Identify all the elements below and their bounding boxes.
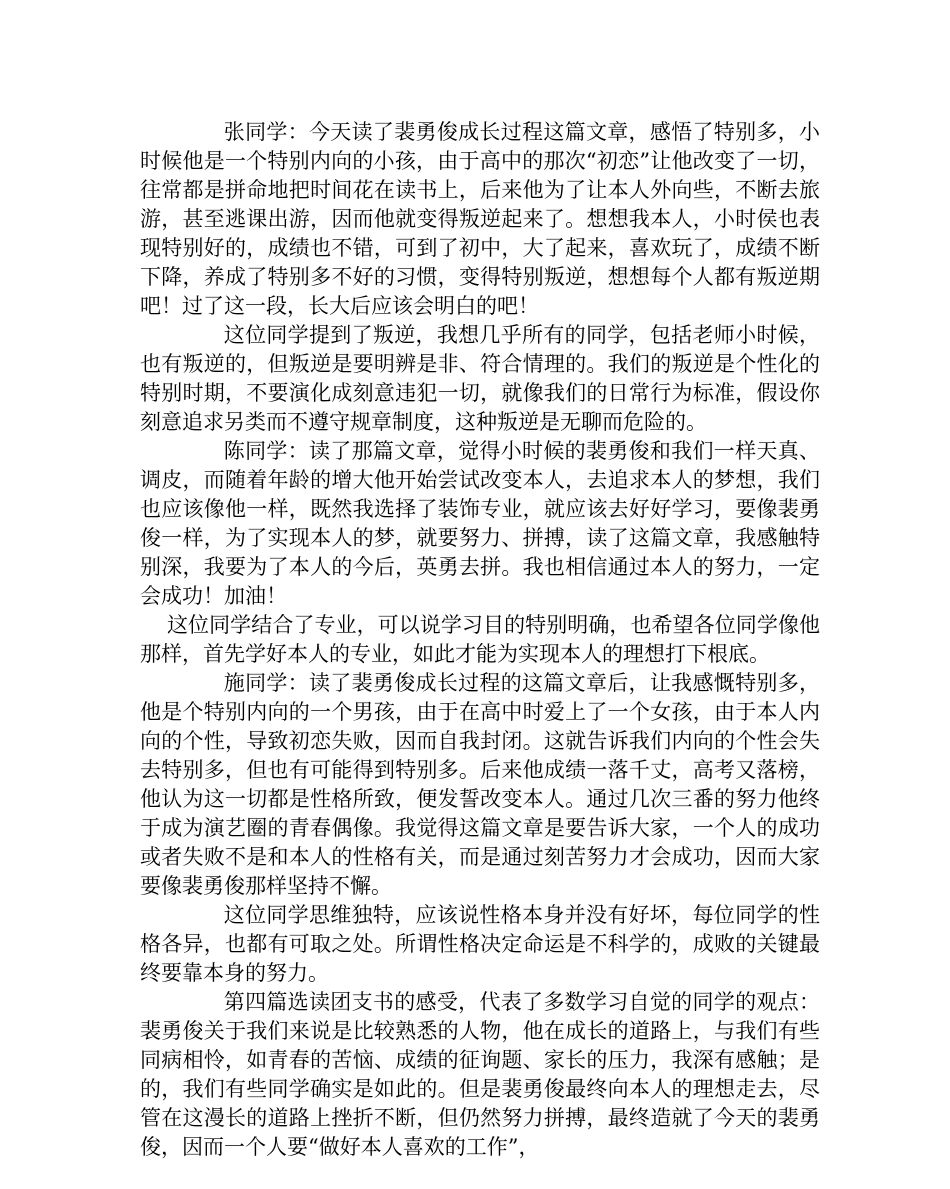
paragraph-teacher-response-major: 这位同学结合了专业，可以说学习目的特别明确，也希望各位同学像他那样，首先学好本人的专业，如此才能为实现本人的理想打下根底。 [140,613,821,666]
paragraph-league-secretary-comment: 第四篇选读团支书的感受，代表了多数学习自觉的同学的观点：裴勇俊关于我们来说是比较熟悉的人物，他在成长的道路上，与我们有些同病相怜，如青春的苦恼、成绩的征询题、家长的压力，我深有感触；是的，我们有些同学确实是如此的。但是裴勇俊最终向本人的理想走去，尽管在这漫长的道路上挫折不断，但仍然努力拼搏，最终造就了今天的裴勇俊，因而一个人要“做好本人喜欢的工作”， [140,990,820,1159]
paragraph-shi-comment: 施同学：读了裴勇俊成长过程的这篇文章后，让我感慨特别多，他是个特别内向的一个男孩，由于在高中时爱上了一个女孩，由于本人内向的个性，导致初恋失败，因而自我封闭。这就告诉我们内向的个性会失去特别多，但也有可能得到特别多。后来他成绩一落千丈，高考又落榜，他认为这一切都是性格所致，便发誓改变本人。通过几次三番的努力他终于成为演艺圈的青春偶像。我觉得这篇文章是要告诉大家，一个人的成功或者失败不是和本人的性格有关，而是通过刻苦努力才会成功，因而大家要像裴勇俊那样坚持不懈。 [140,671,820,898]
paragraph-zhang-comment: 张同学：今天读了裴勇俊成长过程这篇文章，感悟了特别多，小时候他是一个特别内向的小孩，由于高中的那次“初恋”让他改变了一切，往常都是拼命地把时间花在读书上，后来他为了让本人外向些，不断去旅游，甚至逃课出游，因而他就变得叛逆起来了。想想我本人，小时侯也表现特别好的，成绩也不错，可到了初中，大了起来，喜欢玩了，成绩不断下降，养成了特别多不好的习惯，变得特别叛逆，想想每个人都有叛逆期吧！过了这一段，长大后应该会明白的吧！ [140,120,820,318]
paragraph-chen-comment: 陈同学：读了那篇文章，觉得小时候的裴勇俊和我们一样天真、调皮，而随着年龄的增大他开始尝试改变本人，去追求本人的梦想，我们也应该像他一样，既然我选择了装饰专业，就应该去好好学习，要像裴勇俊一样，为了实现本人的梦，就要努力、拼搏，读了这篇文章，我感触特别深，我要为了本人的今后，英勇去拼。我也相信通过本人的努力，一定会成功！加油！ [140,439,820,608]
paragraph-teacher-response-personality: 这位同学思维独特，应该说性格本身并没有好坏，每位同学的性格各异，也都有可取之处。所谓性格决定命运是不科学的，成败的关键最终要靠本身的努力。 [140,903,820,985]
document-body [140,118,820,1162]
paragraph-teacher-response-rebellion: 这位同学提到了叛逆，我想几乎所有的同学，包括老师小时候，也有叛逆的，但叛逆是要明辨是非、符合情理的。我们的叛逆是个性化的特别时期，不要演化成刻意违犯一切，就像我们的日常行为标准，假设你刻意追求另类而不遵守规章制度，这种叛逆是无聊而危险的。 [140,323,820,434]
